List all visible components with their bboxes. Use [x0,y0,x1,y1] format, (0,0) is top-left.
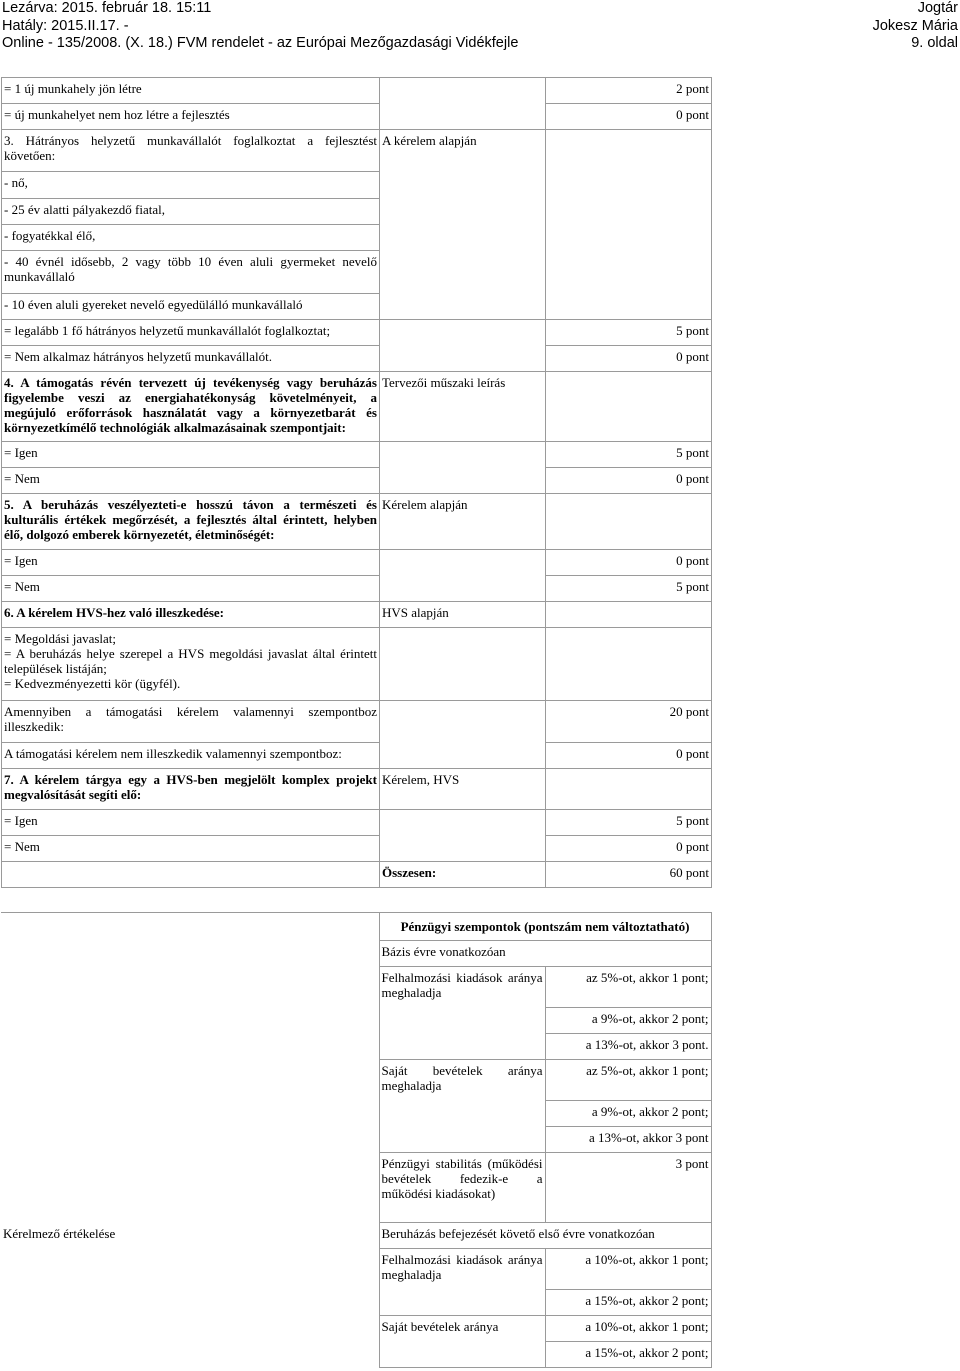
points-rule: a 10%-ot, akkor 1 pont; [545,1316,711,1342]
criterion-title: 7. A kérelem tárgya egy a HVS-ben megjelölt komplex projekt megvalósítását segíti elő: [2,769,380,810]
table-row [2,769,712,810]
points-rule: a 13%-ot, akkor 3 pont [545,1127,711,1153]
table-row [2,743,712,769]
criterion-text: = Igen [2,550,380,576]
points: 0 pont [546,104,712,130]
points: 2 pont [546,78,712,104]
criterion-title: 4. A támogatás révén tervezett új tevékenység vagy beruházás figyelembe veszi az energiahatékonyság követelményeit, a megújuló erőforrások használatát vagy a környezetbarát és környezetkímélő technológiák alkalmazásainak szempontjait: [2,372,380,442]
criterion-title: 6. A kérelem HVS-hez való illeszkedése: [2,602,380,628]
table-row [2,130,712,172]
criterion-text: = 1 új munkahely jön létre [2,78,380,104]
criterion-text: = Igen [2,810,380,836]
points: 0 pont [546,836,712,862]
criterion-text: A támogatási kérelem nem illeszkedik valamennyi szempontboz: [2,743,380,769]
points: 5 pont [546,442,712,468]
criterion-text: = Nem [2,576,380,602]
table-row [2,320,712,346]
list-item: - 40 évnél idősebb, 2 vagy több 10 éven aluli gyermeket nevelő munkavállaló [2,251,380,294]
points: 5 pont [546,320,712,346]
user-name: Jokesz Mária [872,17,958,34]
section-label: Bázis évre vonatkozóan [379,941,711,967]
criterion-title: 5. A beruházás veszélyezteti-e hosszú távon a természeti és kulturális értékek megőrzését, a fejlesztés által érintett, helyben élő, dolgozó emberek környezetét, életminőségét: [2,494,380,550]
app-name: Jogtár [917,0,958,16]
page-header-right [873,0,958,53]
financial-table [1,912,712,1368]
points-rule: a 10%-ot, akkor 1 pont; [545,1249,711,1290]
points: 5 pont [546,810,712,836]
table-row [1,1249,711,1290]
indicator-label: Pénzügyi stabilitás (működési bevételek fedezik-e a működési kiadásokat) [379,1153,545,1223]
table-row [1,1290,711,1316]
table-row [1,1008,711,1034]
table-row [1,1101,711,1127]
table-row [2,372,712,442]
table-row [1,941,711,967]
scoring-table [1,77,712,888]
points-rule: a 13%-ot, akkor 3 pont. [545,1034,711,1060]
table-row [1,1034,711,1060]
table-row [2,494,712,550]
table-row [2,836,712,862]
criterion-text: = új munkahelyet nem hoz létre a fejlesztés [2,104,380,130]
financial-title: Pénzügyi szempontok (pontszám nem változtatható) [379,913,711,941]
indicator-label: Saját bevételek aránya [379,1316,545,1368]
criterion-source: Kérelem alapján [380,494,546,550]
table-row [2,550,712,576]
table-row [2,78,712,104]
points: 0 pont [546,550,712,576]
table-row [1,1060,711,1101]
list-item: - 25 év alatti pályakezdő fiatal, [2,199,380,225]
line-item: = Megoldási javaslat; [4,631,117,646]
total-label: Összesen: [380,862,546,888]
table-row [2,862,712,888]
table-row [2,810,712,836]
line-item: = Kedvezményezetti kör (ügyfél). [4,676,181,691]
indicator-label: Saját bevételek aránya meghaladja [379,1060,545,1153]
criterion-title: 3. Hátrányos helyzetű munkavállalót foglalkoztat a fejlesztést követően: [2,130,380,172]
criterion-lines [2,628,380,701]
criterion-source: HVS alapján [380,602,546,628]
points: 0 pont [546,346,712,372]
points-rule: a 15%-ot, akkor 2 pont; [545,1290,711,1316]
list-item: - fogyatékkal élő, [2,225,380,251]
table-row [2,468,712,494]
table-row [2,442,712,468]
points: 0 pont [546,468,712,494]
total-points: 60 pont [546,862,712,888]
points: 3 pont [545,1153,711,1223]
criterion-text: = Nem [2,836,380,862]
indicator-label: Felhalmozási kiadások aránya meghaladja [379,1249,545,1316]
table-row [1,913,711,941]
page-header-left [2,0,518,53]
points-rule: a 9%-ot, akkor 2 pont; [545,1101,711,1127]
table-row [1,1153,711,1223]
table-row [1,1342,711,1368]
criterion-text: = Nem [2,468,380,494]
table-row [2,576,712,602]
document-title: Online - 135/2008. (X. 18.) FVM rendelet - az Európai Mezőgazdasági Vidékfejle [2,35,519,51]
criterion-text: = legalább 1 fő hátrányos helyzetű munkavállalót foglalkoztat; [2,320,380,346]
table-row [1,1127,711,1153]
row-label: Kérelmező értékelése [1,1223,379,1249]
points-rule: a 9%-ot, akkor 2 pont; [545,1008,711,1034]
table-row [2,628,712,701]
criterion-source: Kérelem, HVS [380,769,546,810]
table-row [2,346,712,372]
criterion-text: Amennyiben a támogatási kérelem valamennyi szempontboz illeszkedik: [2,701,380,743]
criterion-text: = Igen [2,442,380,468]
indicator-label: Felhalmozási kiadások aránya meghaladja [379,967,545,1060]
table-row [2,104,712,130]
table-row [2,701,712,743]
list-item: - nő, [2,172,380,199]
table-row [2,602,712,628]
table-row [1,1223,711,1249]
points: 0 pont [546,743,712,769]
section-label: Beruházás befejezését követő első évre vonatkozóan [379,1223,711,1249]
line-item: = A beruházás helye szerepel a HVS megoldási javaslat által érintett települések listáján; [4,646,377,676]
lock-date: Lezárva: 2015. február 18. 15:11 [2,0,212,16]
points-rule: az 5%-ot, akkor 1 pont; [545,967,711,1008]
list-item: - 10 éven aluli gyereket nevelő egyedülálló munkavállaló [2,294,380,320]
points: 20 pont [546,701,712,743]
criterion-source: A kérelem alapján [380,130,546,320]
points-rule: az 5%-ot, akkor 1 pont; [545,1060,711,1101]
points-rule: a 15%-ot, akkor 2 pont; [545,1342,711,1368]
page-number: 9. oldal [911,35,958,51]
effective-date: Hatály: 2015.II.17. - [2,17,129,34]
criterion-text: = Nem alkalmaz hátrányos helyzetű munkavállalót. [2,346,380,372]
table-row [1,1316,711,1342]
points: 5 pont [546,576,712,602]
criterion-source: Tervezői műszaki leírás [380,372,546,442]
table-row [1,967,711,1008]
